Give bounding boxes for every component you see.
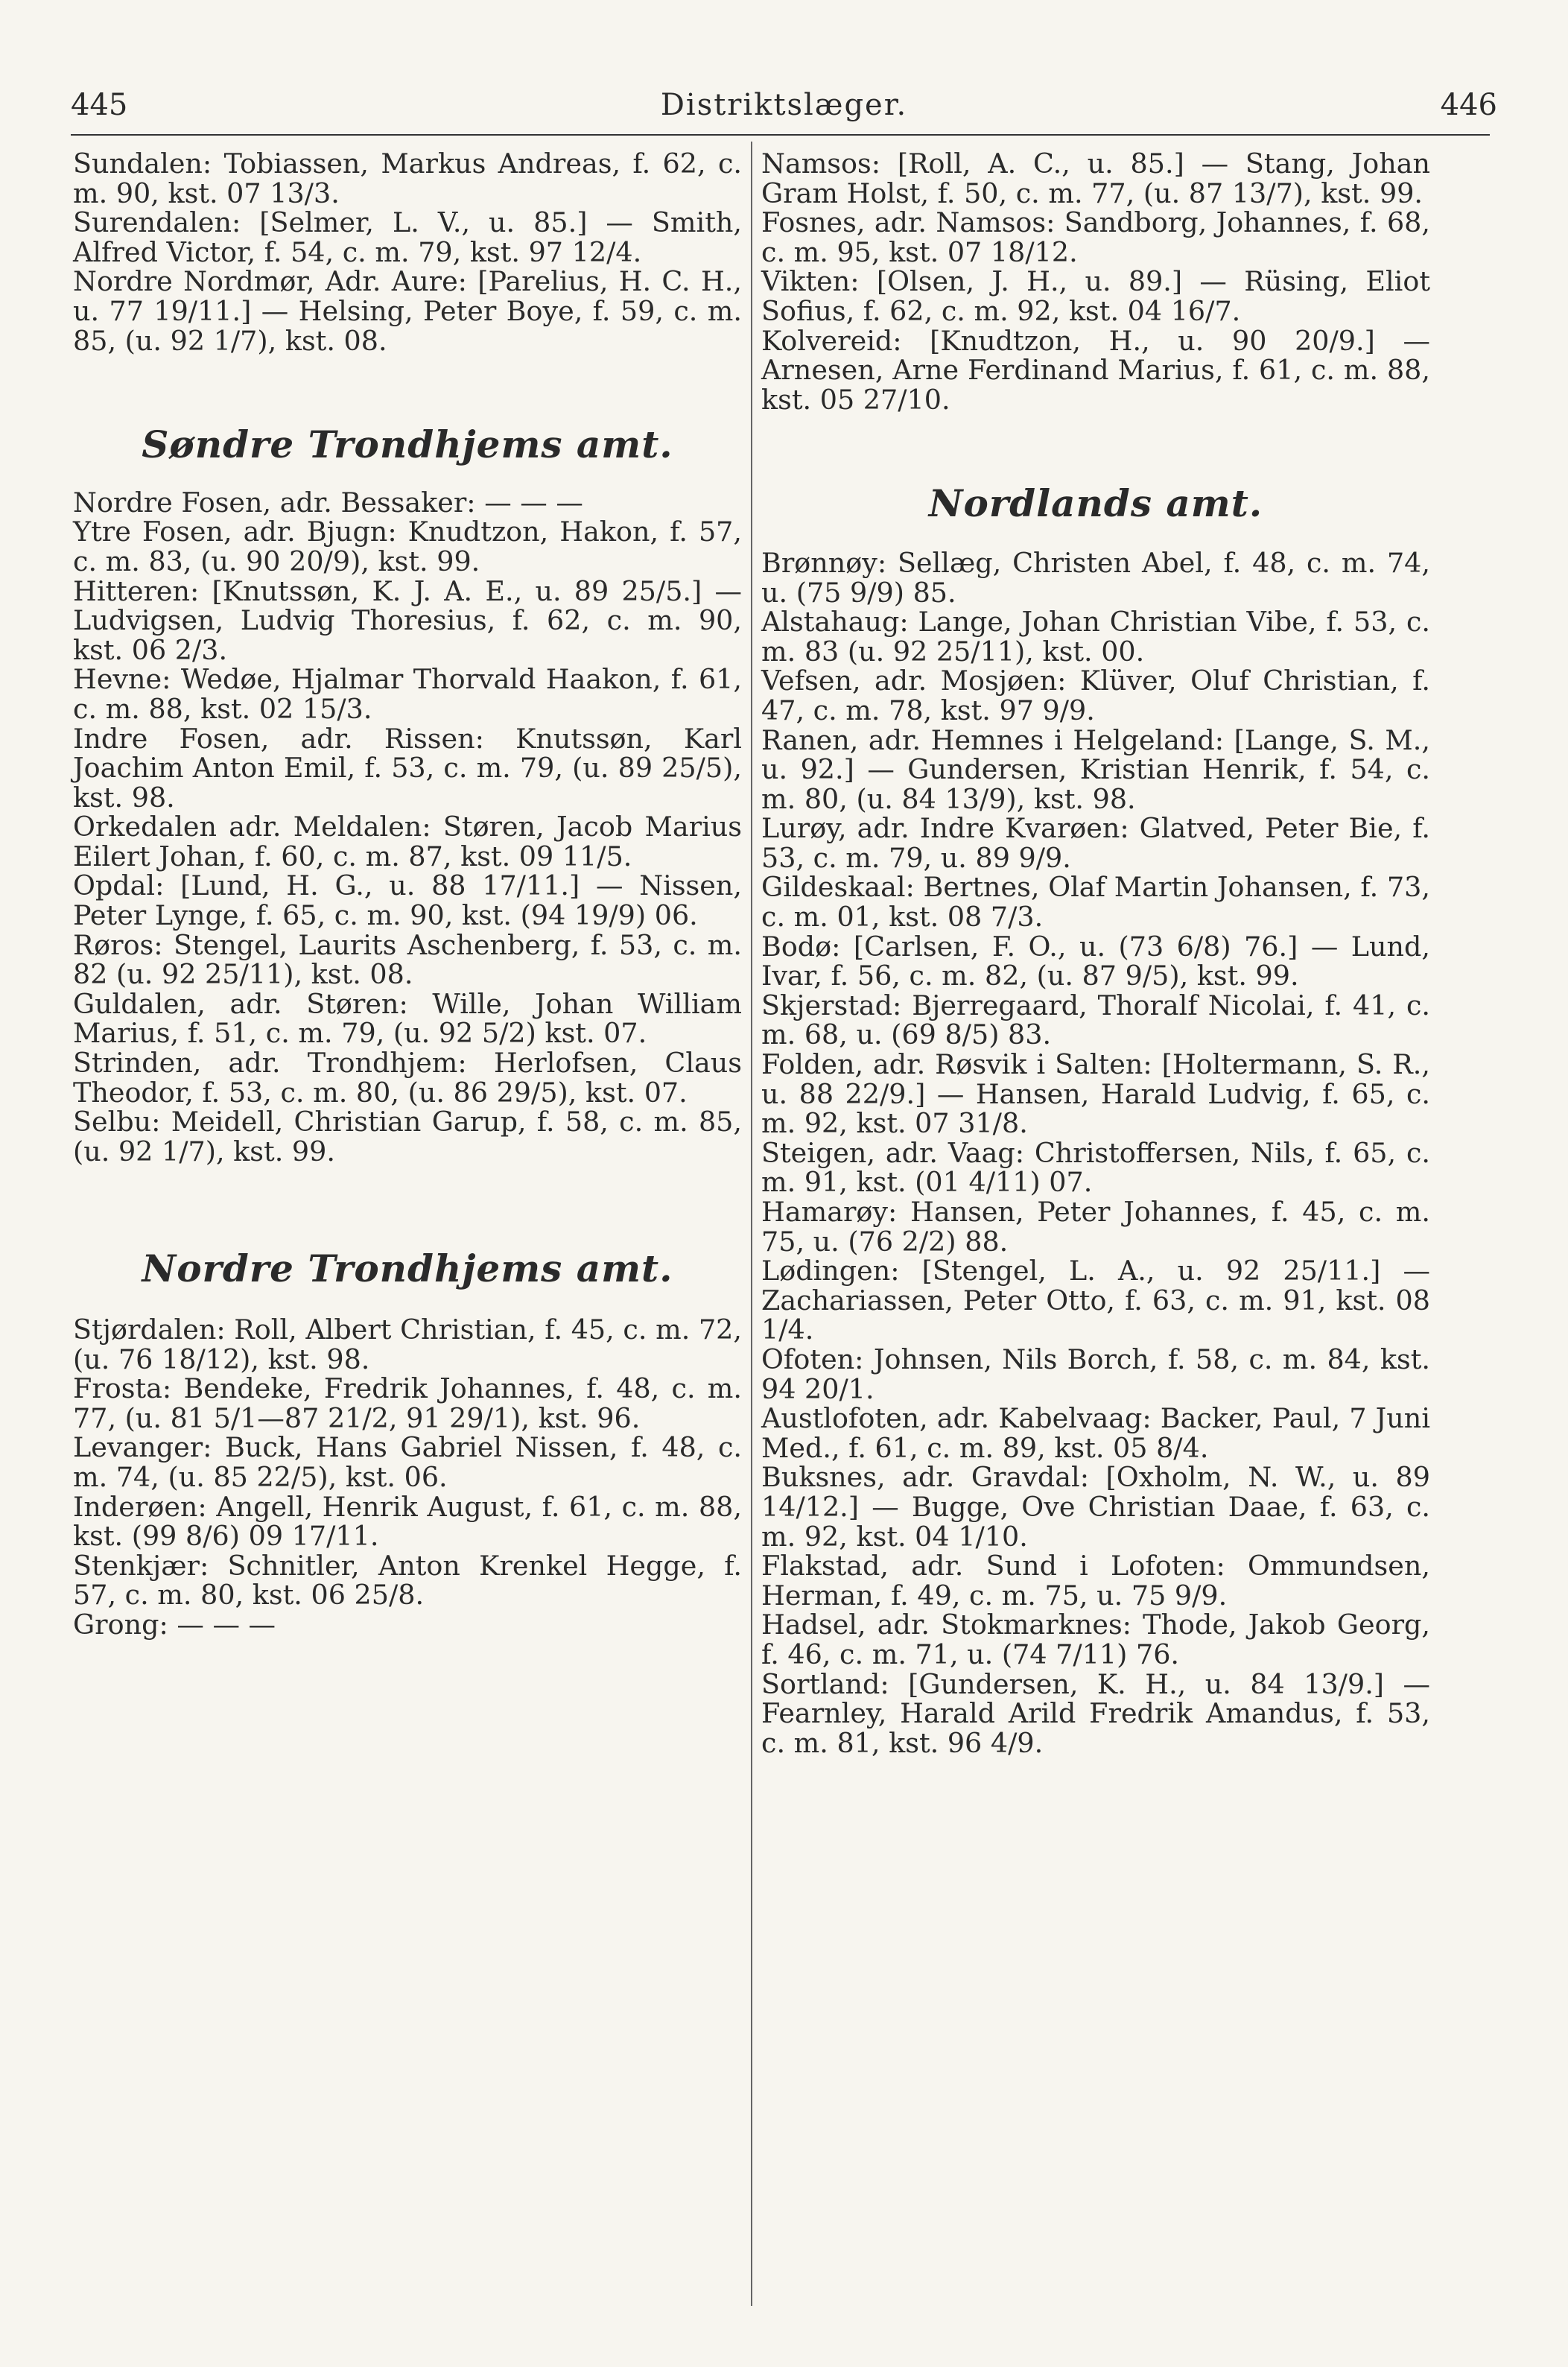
list-item: Surendalen: [Selmer, L. V., u. 85.] — Smith, Alfred Victor, f. 54, c. m. 79, kst. 97 12/4.: [73, 206, 742, 268]
running-title: Distriktslæger.: [660, 88, 908, 122]
list-item: Nordre Nordmør, Adr. Aure: [Parelius, H. C. H., u. 77 19/11.] — Helsing, Peter Boye, f. 59, c. m. 85, (u. 92 1/7), kst. 08.: [73, 265, 742, 357]
list-item: Buksnes, adr. Gravdal: [Oxholm, N. W., u. 89 14/12.] — Bugge, Ove Christian Daae, f. 63, c. m. 92, kst. 04 1/10.: [761, 1461, 1430, 1553]
list-item: Grong: — — —: [73, 1608, 276, 1641]
list-item: Opdal: [Lund, H. G., u. 88 17/11.] — Nissen, Peter Lynge, f. 65, c. m. 90, kst. (94 19/9) 06.: [73, 869, 742, 932]
list-item: Alstahaug: Lange, Johan Christian Vibe, f. 53, c. m. 83 (u. 92 25/11), kst. 00.: [761, 606, 1430, 668]
list-item: Lurøy, adr. Indre Kvarøen: Glatved, Peter Bie, f. 53, c. m. 79, u. 89 9/9.: [761, 812, 1430, 874]
list-item: Vefsen, adr. Mosjøen: Klüver, Oluf Christian, f. 47, c. m. 78, kst. 97 9/9.: [761, 665, 1430, 726]
list-item: Steigen, adr. Vaag: Christoffersen, Nils, f. 65, c. m. 91, kst. (01 4/11) 07.: [761, 1136, 1430, 1199]
nordre-trondhjems-entries: [73, 1315, 742, 1640]
list-item: Bodø: [Carlsen, F. O., u. (73 6/8) 76.] — Lund, Ivar, f. 56, c. m. 82, (u. 87 9/5), kst. 99.: [761, 930, 1430, 992]
list-item: Røros: Stengel, Laurits Aschenberg, f. 53, c. m. 82 (u. 92 25/11), kst. 08.: [73, 928, 742, 991]
section-title-sondre-trondhjems: Søndre Trondhjems amt.: [142, 422, 673, 467]
left-column: [73, 149, 742, 1640]
page-header: [71, 88, 1497, 122]
list-item: Gildeskaal: Bertnes, Olaf Martin Johansen, f. 73, c. m. 01, kst. 08 7/3.: [761, 871, 1430, 934]
list-item: Lødingen: [Stengel, L. A., u. 92 25/11.] — Zachariassen, Peter Otto, f. 63, c. m. 91, kst. 08 1/4.: [761, 1255, 1430, 1346]
list-item: Indre Fosen, adr. Rissen: Knutssøn, Karl Joachim Anton Emil, f. 53, c. m. 79, (u. 89 25/5), kst. 98.: [73, 722, 742, 814]
list-item: Stjørdalen: Roll, Albert Christian, f. 45, c. m. 72, (u. 76 18/12), kst. 98.: [73, 1314, 742, 1375]
list-item: Sundalen: Tobiassen, Markus Andreas, f. 62, c. m. 90, kst. 07 13/3.: [73, 148, 742, 209]
list-item: Orkedalen adr. Meldalen: Støren, Jacob Marius Eilert Johan, f. 60, c. m. 87, kst. 09 11/5.: [73, 811, 742, 872]
list-item: Kolvereid: [Knudtzon, H., u. 90 20/9.] — Arnesen, Arne Ferdinand Marius, f. 61, c. m. 88, kst. 05 27/10.: [761, 324, 1430, 416]
list-item: Sortland: [Gundersen, K. H., u. 84 13/9.] — Fearnley, Harald Arild Fredrik Amandus, f. 53, c. m. 81, kst. 96 4/9.: [761, 1667, 1430, 1759]
list-item: Hitteren: [Knutssøn, K. J. A. E., u. 89 25/5.] — Ludvigsen, Ludvig Thoresius, f. 62, c. m. 90, kst. 06 2/3.: [73, 574, 742, 666]
list-item: Ranen, adr. Hemnes i Helgeland: [Lange, S. M., u. 92.] — Gundersen, Kristian Henrik, f. 54, c. m. 80, (u. 84 13/9), kst. 98.: [761, 723, 1430, 815]
list-item: Selbu: Meidell, Christian Garup, f. 58, c. m. 85, (u. 92 1/7), kst. 99.: [73, 1106, 742, 1167]
list-item: Nordre Fosen, adr. Bessaker: — — —: [73, 486, 583, 519]
list-item: Skjerstad: Bjerregaard, Thoralf Nicolai, f. 41, c. m. 68, u. (69 8/5) 83.: [761, 989, 1430, 1051]
list-item: Stenkjær: Schnitler, Anton Krenkel Hegge, f. 57, c. m. 80, kst. 06 25/8.: [73, 1549, 742, 1612]
nordlands-entries: [761, 548, 1430, 1758]
list-item: Strinden, adr. Trondhjem: Herlofsen, Claus Theodor, f. 53, c. m. 80, (u. 86 29/5), kst. 07.: [73, 1047, 742, 1109]
list-item: Inderøen: Angell, Henrik August, f. 61, c. m. 88, kst. (99 8/6) 09 17/11.: [73, 1490, 742, 1553]
list-item: Ofoten: Johnsen, Nils Borch, f. 58, c. m. 84, kst. 94 20/1.: [761, 1343, 1430, 1405]
section-title-nordlands: Nordlands amt.: [928, 481, 1263, 526]
list-item: Ytre Fosen, adr. Bjugn: Knudtzon, Hakon, f. 57, c. m. 83, (u. 90 20/9), kst. 99.: [73, 516, 742, 577]
list-item: Hamarøy: Hansen, Peter Johannes, f. 45, c. m. 75, u. (76 2/2) 88.: [761, 1196, 1430, 1258]
list-item: Flakstad, adr. Sund i Lofoten: Ommundsen, Herman, f. 49, c. m. 75, u. 75 9/9.: [761, 1550, 1430, 1612]
page-number-left: 445: [71, 88, 128, 122]
list-item: Hevne: Wedøe, Hjalmar Thorvald Haakon, f. 61, c. m. 88, kst. 02 15/3.: [73, 663, 742, 725]
list-item: Hadsel, adr. Stokmarknes: Thode, Jakob Georg, f. 46, c. m. 71, u. (74 7/11) 76.: [761, 1609, 1430, 1670]
sondre-trondhjems-entries: [73, 488, 742, 1167]
list-item: Frosta: Bendeke, Fredrik Johannes, f. 48, c. m. 77, (u. 81 5/1—87 21/2, 91 29/1), kst. 96.: [73, 1372, 742, 1434]
list-item: Austlofoten, adr. Kabelvaag: Backer, Paul, 7 Juni Med., f. 61, c. m. 89, kst. 05 8/4.: [761, 1402, 1430, 1464]
right-pre-entries: [761, 149, 1430, 414]
list-item: Fosnes, adr. Namsos: Sandborg, Johannes, f. 68, c. m. 95, kst. 07 18/12.: [761, 206, 1430, 268]
list-item: Folden, adr. Røsvik i Salten: [Holtermann, S. R., u. 88 22/9.] — Hansen, Harald Ludvig, f. 65, c. m. 92, kst. 07 31/8.: [761, 1048, 1430, 1140]
right-column: [761, 149, 1430, 1758]
list-item: Brønnøy: Sellæg, Christen Abel, f. 48, c. m. 74, u. (75 9/9) 85.: [761, 546, 1430, 609]
left-pre-entries: [73, 149, 742, 355]
header-rule: [71, 134, 1490, 136]
column-divider: [751, 142, 752, 2306]
page-number-right: 446: [1440, 88, 1497, 122]
list-item: Guldalen, adr. Støren: Wille, Johan William Marius, f. 51, c. m. 79, (u. 92 5/2) kst. 07.: [73, 987, 742, 1050]
list-item: Namsos: [Roll, A. C., u. 85.] — Stang, Johan Gram Holst, f. 50, c. m. 77, (u. 87 13/7), kst. 99.: [761, 148, 1430, 209]
section-title-nordre-trondhjems: Nordre Trondhjems amt.: [142, 1246, 673, 1291]
list-item: Levanger: Buck, Hans Gabriel Nissen, f. 48, c. m. 74, (u. 85 22/5), kst. 06.: [73, 1431, 742, 1493]
list-item: Vikten: [Olsen, J. H., u. 89.] — Rüsing, Eliot Sofius, f. 62, c. m. 92, kst. 04 16/7.: [761, 265, 1430, 327]
